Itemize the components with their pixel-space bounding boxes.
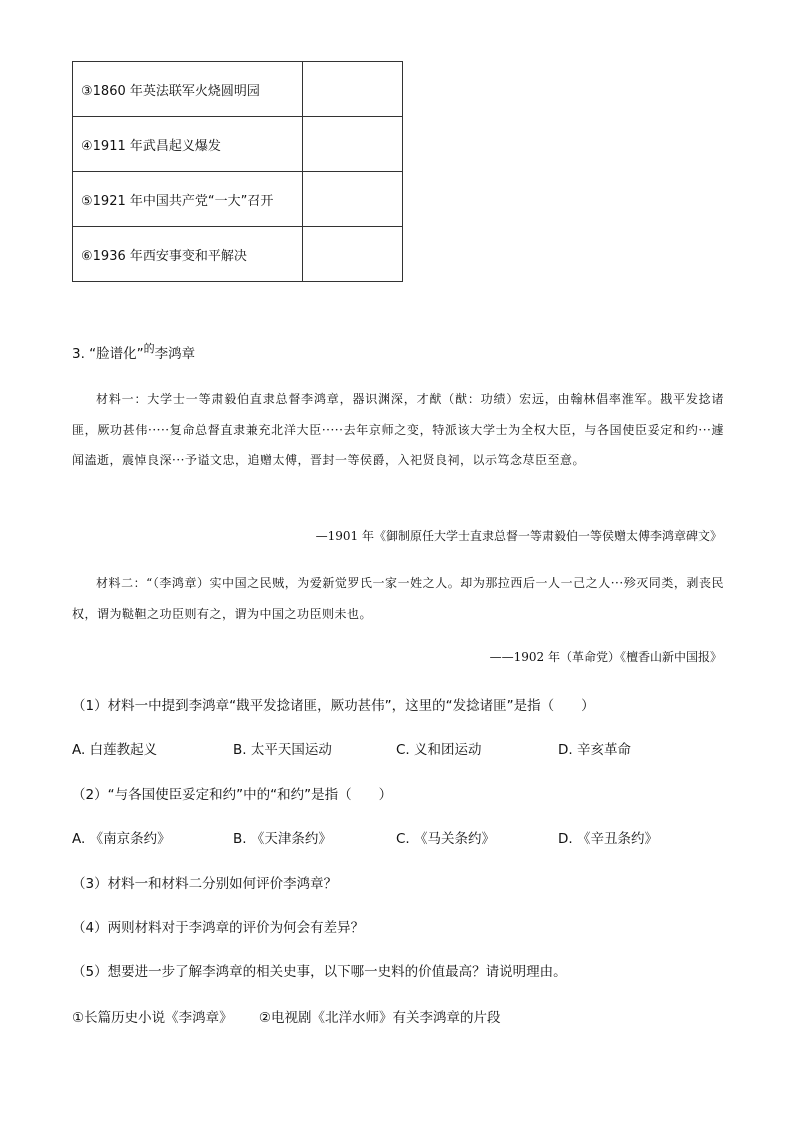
table-row (73, 172, 403, 227)
subquestion-2: （2）“与各国使臣妥定和约”中的“和约”是指（ ） (72, 787, 393, 803)
subquestion-1: （1）材料一中提到李鸿章“戡平发捻诸匪，厥功甚伟”，这里的“发捻诸匪”是指（ ） (72, 698, 595, 714)
option-b[interactable]: B. 《天津条约》 (233, 831, 332, 847)
question-title-tail: 李鸿章 (154, 346, 196, 362)
question-title-head: 3. “脸谱化” (72, 346, 144, 362)
event-cell: ③1860 年英法联军火烧圆明园 (73, 62, 303, 117)
event-cell: ④1911 年武昌起义爆发 (73, 117, 303, 172)
question-title-sup: 的 (143, 342, 155, 355)
answer-cell[interactable] (303, 172, 403, 227)
material-one: 材料一：大学士一等肃毅伯直隶总督李鸿章，器识渊深，才猷（猷：功绩）宏远，由翰林倡率淮军。戡平发捻诸匪，厥功甚伟·····复命总督直隶兼充北洋大臣·····去年京师之变，特派该大学士为全权大臣，与各国使臣妥定和约···遽闻溘逝，震悼良深···予谥文忠，追赠太傅，晋封一等侯爵，入祀贤良祠，以示笃念荩臣至意。 (72, 392, 724, 467)
question-title (72, 342, 195, 362)
option-c[interactable]: C. 《马关条约》 (396, 831, 496, 847)
subquestion-3: （3）材料一和材料二分别如何评价李鸿章？ (72, 876, 338, 892)
event-cell: ⑤1921 年中国共产党“一大”召开 (73, 172, 303, 227)
answer-cell[interactable] (303, 117, 403, 172)
material-two: 材料二：“（李鸿章）实中国之民贼，为爱新觉罗氏一家一姓之人。却为那拉西后一人一己之人···殄灭同类，剥丧民权，谓为鞑靼之功臣则有之，谓为中国之功臣则未也。 (72, 576, 724, 621)
subquestion-4: （4）两则材料对于李鸿章的评价为何会有差异？ (72, 920, 365, 936)
subquestion-5-options (72, 1006, 523, 1026)
events-table (72, 61, 403, 282)
source-option-2[interactable]: ②电视剧《北洋水师》有关李鸿章的片段 (258, 1010, 501, 1026)
option-d[interactable]: D. 辛亥革命 (558, 742, 631, 758)
table-row (73, 227, 403, 282)
option-c[interactable]: C. 义和团运动 (396, 742, 482, 758)
material-one-source: —1901 年《御制原任大学士直隶总督一等肃毅伯一等侯赠太傅李鸿章碑文》 (315, 529, 722, 543)
option-d[interactable]: D. 《辛丑条约》 (558, 831, 658, 847)
answer-cell[interactable] (303, 62, 403, 117)
event-cell: ⑥1936 年西安事变和平解决 (73, 227, 303, 282)
option-a[interactable]: A. 白莲教起义 (72, 742, 158, 758)
option-b[interactable]: B. 太平天国运动 (233, 742, 332, 758)
answer-cell[interactable] (303, 227, 403, 282)
table-row (73, 117, 403, 172)
option-a[interactable]: A. 《南京条约》 (72, 831, 171, 847)
subquestion-5: （5）想要进一步了解李鸿章的相关史事，以下哪一史料的价值最高？请说明理由。 (72, 964, 567, 980)
source-option-1[interactable]: ①长篇历史小说《李鸿章》 (72, 1010, 233, 1026)
table-row (73, 62, 403, 117)
material-two-source: ——1902 年（革命党）《檀香山新中国报》 (489, 650, 722, 664)
